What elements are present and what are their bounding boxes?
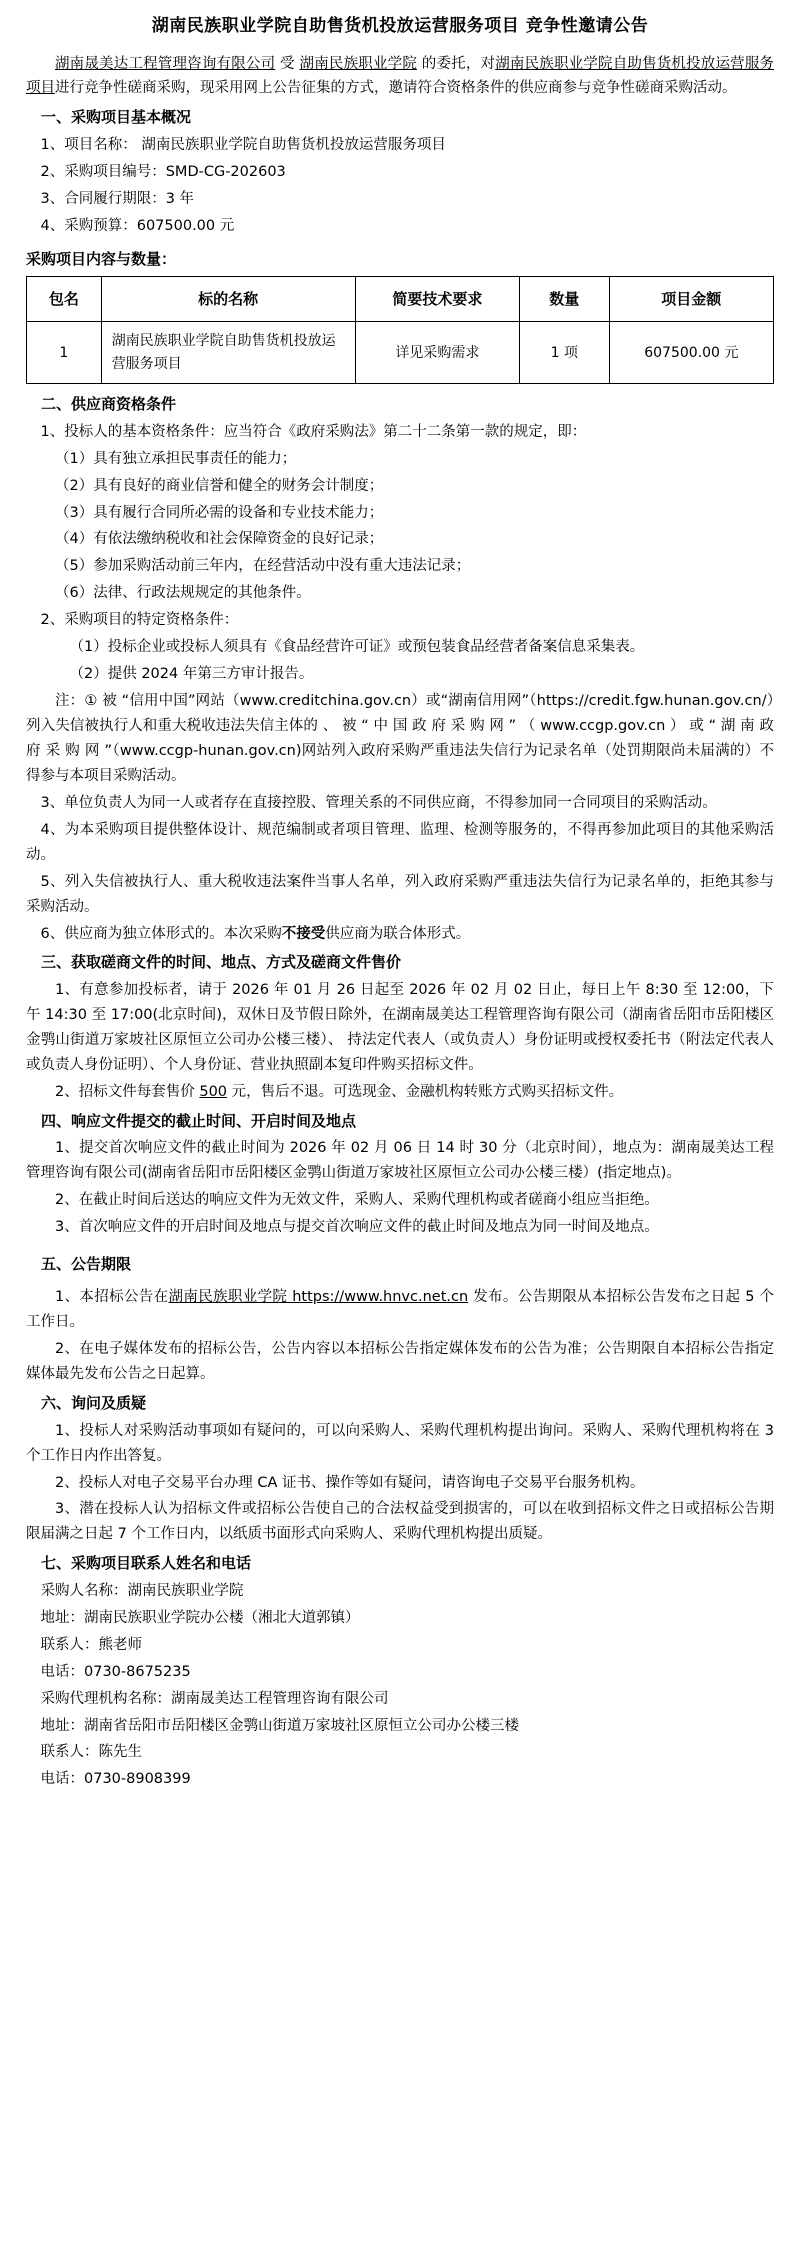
intro-agency-underline: 湖南晟美达工程管理咨询有限公司 (55, 55, 276, 72)
section-4-item-1: 1、提交首次响应文件的截止时间为 2026 年 02 月 06 日 14 时 30 分（北京时间），地点为：湖南晟美达工程管理咨询有限公司(湖南省岳阳市岳阳楼区金鹗山街道万家坡社区原恒立公司办公楼三楼）(指定地点)。 (26, 1140, 774, 1182)
intro-project-underline: 湖南民族职业学院自助售货机投放运营服务项目 (26, 55, 775, 97)
section-5-item-1 (26, 1285, 774, 1335)
col-header-package: 包名 (27, 277, 102, 322)
section-1-item-1: 1、项目名称： 湖南民族职业学院自助售货机投放运营服务项目 (40, 136, 446, 153)
section-2-basic-item-1: （1）具有独立承担民事责任的能力； (55, 450, 297, 467)
col-header-tech: 简要技术要求 (355, 277, 519, 322)
section-5-item-2: 2、在电子媒体发布的招标公告，公告内容以本招标公告指定媒体发布的公告为准；公告期限自本招标公告指定媒体最先发布公告之日起算。 (26, 1341, 774, 1383)
contact-purchaser-address: 地址：湖南民族职业学院办公楼（湘北大道郭镇） (40, 1609, 360, 1626)
intro-text-1: 受 (275, 55, 300, 72)
section-3-item-2-text-b: 元，售后不退。可选现金、金融机构转账方式购买招标文件。 (227, 1083, 624, 1100)
intro-text-3: 进行竞争性磋商采购，现采用网上公告征集的方式，邀请符合资格条件的供应商参与竞争性磋商采购活动。 (55, 80, 737, 97)
contact-purchaser-phone: 电话：0730-8675235 (40, 1663, 191, 1680)
section-6-item-2: 2、投标人对电子交易平台办理 CA 证书、操作等如有疑问，请咨询电子交易平台服务机构。 (55, 1474, 645, 1491)
procurement-items-table (26, 276, 774, 384)
contact-agency-name: 采购代理机构名称：湖南晟美达工程管理咨询有限公司 (40, 1690, 389, 1707)
section-6-item-1: 1、投标人对采购活动事项如有疑问的，可以向采购人、采购代理机构提出询问。采购人、采购代理机构将在 3 个工作日内作出答复。 (26, 1422, 774, 1464)
section-5-heading: 五、公告期限 (41, 1254, 132, 1273)
cell-name: 湖南民族职业学院自助售货机投放运营服务项目 (101, 322, 355, 384)
section-4-item-2: 2、在截止时间后送达的响应文件为无效文件，采购人、采购代理机构或者磋商小组应当拒绝。 (55, 1192, 659, 1209)
cell-tech: 详见采购需求 (355, 322, 519, 384)
col-header-amount: 项目金额 (609, 277, 773, 322)
section-2-basic-item-4: （4）有依法缴纳税收和社会保障资金的良好记录； (55, 531, 384, 548)
section-5-item-1-text-b: 发布。公告期限从本招标公告发布之日起 5 个工作日。 (26, 1289, 774, 1331)
section-1-heading: 一、采购项目基本概况 (41, 108, 192, 127)
intro-paragraph (26, 52, 774, 102)
section-7-heading: 七、采购项目联系人姓名和电话 (41, 1554, 252, 1573)
page-title: 湖南民族职业学院自助售货机投放运营服务项目 竞争性邀请公告 (151, 16, 649, 36)
section-1-item-3: 3、合同履行期限：3 年 (40, 190, 195, 207)
cell-package: 1 (27, 322, 102, 384)
section-3-item-2-text-a: 2、招标文件每套售价 (55, 1083, 200, 1100)
table-row (27, 322, 774, 384)
section-6-item-3: 3、潜在投标人认为招标文件或招标公告使自己的合法权益受到损害的，可以在收到招标文件之日或招标公告期限届满之日起 7 个工作日内，以纸质书面形式向采购人、采购代理机构提出质疑。 (26, 1501, 774, 1543)
intro-owner-underline: 湖南民族职业学院 (299, 55, 418, 72)
section-2-basic-item-2: （2）具有良好的商业信誉和健全的财务会计制度； (55, 477, 384, 494)
section-2-specific-item-1: （1）投标企业或投标人须具有《食品经营许可证》或预包装食品经营者备案信息采集表。 (69, 639, 645, 656)
section-3-heading: 三、获取磋商文件的时间、地点、方式及磋商文件售价 (41, 953, 402, 972)
contact-agency-phone: 电话：0730-8908399 (40, 1771, 191, 1788)
section-2-heading: 二、供应商资格条件 (41, 395, 177, 414)
section-1-item-4: 4、采购预算：607500.00 元 (40, 217, 235, 234)
section-2-item-6-emphasis: 不接受 (281, 925, 326, 942)
items-table-label: 采购项目内容与数量： (26, 249, 177, 268)
spacer-1 (26, 1242, 774, 1248)
section-5-item-1-text-a: 1、本招标公告在 (55, 1289, 169, 1306)
section-2-basic-item-3: （3）具有履行合同所必需的设备和专业技术能力； (55, 504, 384, 521)
section-2-basic-intro: 1、投标人的基本资格条件：应当符合《政府采购法》第二十二条第一款的规定，即： (40, 423, 587, 440)
section-2-note: 注：① 被 “信用中国”网站（www.creditchina.gov.cn）或“湖南信用网”（https://credit.fgw.hunan.gov.cn/）列入失信被执行人和重大税收违法失信主体的 、 被 “ 中 国 政 府 采 购 网 ” （ www.ccgp.gov.cn ） 或 “ 湖 南 政 府 采 购 网 ”（www.ccgp-hunan.gov.cn)网站列入政府采购严重违法失信行为记录名单（处罚期限尚未届满的）不得参与本项目采购活动。 (26, 693, 774, 784)
contact-purchaser-name: 采购人名称：湖南民族职业学院 (40, 1582, 244, 1599)
section-2-item-6-text-a: 6、供应商为独立体形式的。本次采购 (40, 925, 282, 942)
section-2-item-6-text-b: 供应商为联合体形式。 (325, 925, 471, 942)
section-2-specific-intro: 2、采购项目的特定资格条件： (40, 612, 239, 629)
col-header-quantity: 数量 (520, 277, 610, 322)
publication-site-underline: 湖南民族职业学院 https://www.hnvc.net.cn (168, 1289, 469, 1306)
section-4-heading: 四、响应文件提交的截止时间、开启时间及地点 (41, 1111, 357, 1130)
section-2-basic-item-5: （5）参加采购活动前三年内，在经营活动中没有重大违法记录； (55, 558, 471, 575)
intro-text-2: 的委托，对 (417, 55, 496, 72)
cell-amount: 607500.00 元 (609, 322, 773, 384)
section-6-heading: 六、询问及质疑 (41, 1394, 147, 1413)
col-header-name: 标的名称 (101, 277, 355, 322)
section-2-item-5: 5、列入失信被执行人、重大税收违法案件当事人名单，列入政府采购严重违法失信行为记录名单的，拒绝其参与采购活动。 (26, 873, 774, 915)
section-2-item-6 (26, 922, 774, 947)
section-2-item-4: 4、为本采购项目提供整体设计、规范编制或者项目管理、监理、检测等服务的，不得再参加此项目的其他采购活动。 (26, 821, 774, 863)
section-2-item-3: 3、单位负责人为同一人或者存在直接控股、管理关系的不同供应商，不得参加同一合同项目的采购活动。 (40, 794, 717, 811)
section-2-basic-item-6: （6）法律、行政法规规定的其他条件。 (55, 585, 311, 602)
section-3-item-2 (26, 1080, 774, 1105)
section-3-item-1: 1、有意参加投标者，请于 2026 年 01 月 26 日起至 2026 年 02 月 02 日止，每日上午 8:30 至 12:00，下午 14:30 至 17:00(北京时间)，双休日及节假日除外，在湖南晟美达工程管理咨询有限公司（湖南省岳阳市岳阳楼区金鹗山街道万家坡社区原恒立公司办公楼三楼）、 持法定代表人（或负责人）身份证明或授权委托书（附法定代表人或负责人身份证明）、个人身份证、营业执照副本复印件购买招标文件。 (26, 981, 774, 1073)
cell-quantity: 1 项 (520, 322, 610, 384)
table-header-row (27, 277, 774, 322)
section-1-item-2: 2、采购项目编号：SMD-CG-202603 (40, 163, 286, 180)
contact-agency-address: 地址：湖南省岳阳市岳阳楼区金鹗山街道万家坡社区原恒立公司办公楼三楼 (40, 1717, 519, 1734)
section-3-price-underline: 500 (199, 1083, 228, 1100)
contact-agency-person: 联系人：陈先生 (40, 1744, 142, 1761)
section-2-specific-item-2: （2）提供 2024 年第三方审计报告。 (69, 666, 314, 683)
contact-purchaser-person: 联系人：熊老师 (40, 1636, 142, 1653)
section-4-item-3: 3、首次响应文件的开启时间及地点与提交首次响应文件的截止时间及地点为同一时间及地点。 (55, 1218, 659, 1235)
